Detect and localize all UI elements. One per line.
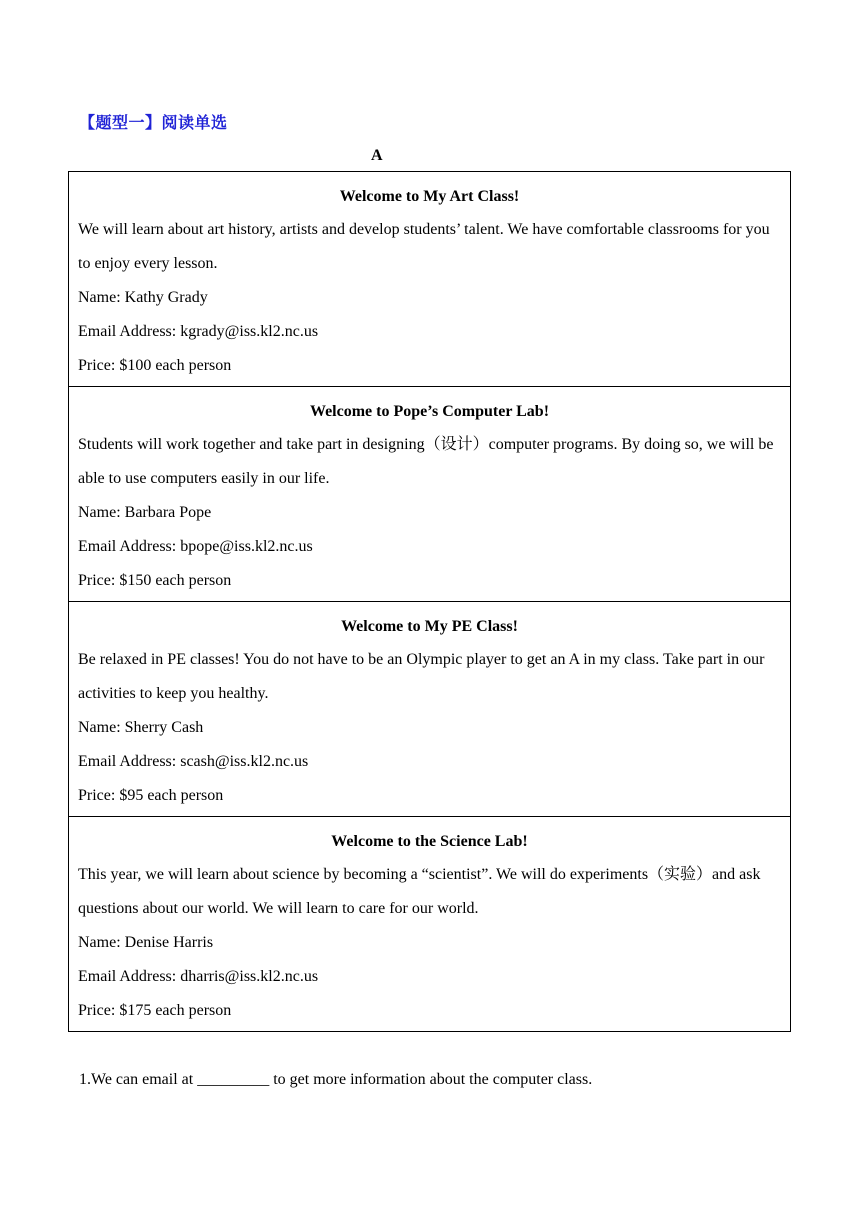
class-title: Welcome to My PE Class! bbox=[341, 618, 518, 635]
teacher-name: Name: Kathy Grady bbox=[78, 289, 208, 306]
class-price: Price: $150 each person bbox=[78, 572, 232, 589]
class-info-table bbox=[68, 171, 791, 1032]
class-cell-art bbox=[69, 172, 790, 387]
class-price: Price: $175 each person bbox=[78, 1002, 232, 1019]
teacher-name: Name: Sherry Cash bbox=[78, 719, 204, 736]
passage-label: A bbox=[371, 147, 383, 164]
class-title: Welcome to Pope’s Computer Lab! bbox=[309, 403, 550, 420]
question-1: 1.We can email at _________ to get more information about the computer class. bbox=[79, 1071, 593, 1088]
class-description: Students will work together and take part in designing（设计）computer programs. By doing so, we will be able to use computers easily in our life. bbox=[78, 436, 774, 487]
teacher-name: Name: Denise Harris bbox=[78, 934, 214, 951]
section-title: 【题型一】阅读单选 bbox=[79, 113, 228, 132]
class-price: Price: $95 each person bbox=[78, 787, 224, 804]
class-cell-computer bbox=[69, 387, 790, 602]
class-price: Price: $100 each person bbox=[78, 357, 232, 374]
teacher-email: Email Address: bpope@iss.kl2.nc.us bbox=[78, 538, 313, 555]
class-description: We will learn about art history, artists and develop students’ talent. We have comfortable classrooms for you to enjoy every lesson. bbox=[78, 221, 770, 272]
class-cell-science bbox=[69, 817, 790, 1031]
teacher-email: Email Address: scash@iss.kl2.nc.us bbox=[78, 753, 309, 770]
class-description: Be relaxed in PE classes! You do not have to be an Olympic player to get an A in my class. Take part in our activities to keep you healthy. bbox=[78, 651, 765, 702]
teacher-email: Email Address: dharris@iss.kl2.nc.us bbox=[78, 968, 319, 985]
class-title: Welcome to the Science Lab! bbox=[331, 833, 528, 850]
class-description: This year, we will learn about science by becoming a “scientist”. We will do experiments（实验）and ask questions about our world. We will learn to care for our world. bbox=[78, 866, 761, 917]
teacher-email: Email Address: kgrady@iss.kl2.nc.us bbox=[78, 323, 319, 340]
class-title: Welcome to My Art Class! bbox=[339, 188, 520, 205]
class-cell-pe bbox=[69, 602, 790, 817]
teacher-name: Name: Barbara Pope bbox=[78, 504, 212, 521]
